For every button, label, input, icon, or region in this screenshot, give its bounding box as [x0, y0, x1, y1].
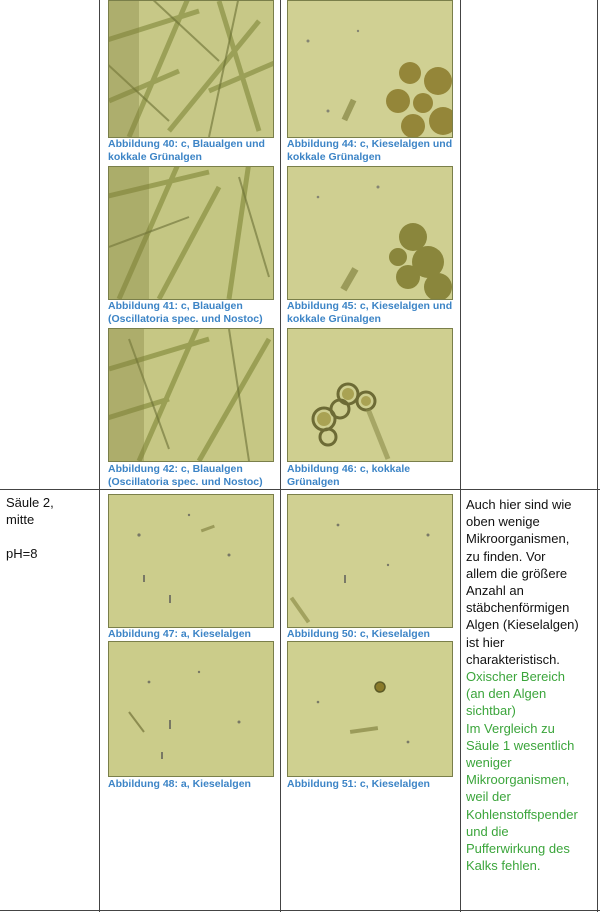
caption-line: kokkale Grünalgen — [108, 151, 202, 163]
text-line: oben wenige — [466, 514, 540, 530]
text-line: sichtbar) — [466, 703, 516, 719]
microscope-photo-fig40 — [108, 0, 274, 138]
ph-label: pH=8 — [6, 546, 38, 561]
caption-fig40 — [108, 138, 265, 164]
caption-fig46 — [287, 463, 410, 489]
text-line: (an den Algen — [466, 686, 547, 702]
text-line: weniger — [466, 755, 512, 771]
text-line: Mikroorganismen, — [466, 531, 570, 547]
caption-fig48 — [108, 778, 251, 791]
caption-line: Abbildung 44: c, Kieselalgen und — [287, 138, 453, 150]
text-line: Pufferwirkung des — [466, 841, 570, 857]
microscope-photo-fig50 — [287, 494, 453, 628]
caption-line: Abbildung 48: a, Kieselalgen — [108, 778, 251, 790]
table-border — [0, 489, 600, 490]
caption-fig50 — [287, 628, 430, 641]
caption-fig47 — [108, 628, 251, 641]
description-black — [466, 496, 596, 668]
caption-line: Abbildung 40: c, Blaualgen und — [108, 138, 265, 150]
microscope-photo-fig45 — [287, 166, 453, 300]
caption-fig44 — [287, 138, 452, 164]
text-line: Im Vergleich zu — [466, 720, 555, 736]
caption-line: Abbildung 50: c, Kieselalgen — [287, 628, 430, 640]
caption-line: Abbildung 46: c, kokkale — [287, 463, 411, 475]
microscope-photo-fig46 — [287, 328, 453, 462]
microscope-photo-fig42 — [108, 328, 274, 462]
text-line: Algen (Kieselalgen) — [466, 617, 579, 633]
microscope-photo-fig48 — [108, 641, 274, 777]
caption-fig45 — [287, 300, 452, 326]
microscope-photo-fig47 — [108, 494, 274, 628]
caption-line: Abbildung 45: c, Kieselalgen und — [287, 300, 453, 312]
text-line: allem die größere — [466, 565, 568, 581]
table-border — [0, 910, 600, 911]
microscope-photo-fig44 — [287, 0, 453, 138]
caption-line: Grünalgen — [287, 476, 340, 488]
text-line: Säule 1 wesentlich — [466, 737, 575, 753]
text-line: Oxischer Bereich — [466, 669, 565, 685]
text-line: charakteristisch. — [466, 651, 560, 667]
description-text — [466, 496, 596, 874]
caption-line: Abbildung 42: c, Blaualgen — [108, 463, 243, 475]
text-line: Auch hier sind wie — [466, 497, 572, 512]
text-line: stäbchenförmigen — [466, 600, 570, 616]
table-border — [99, 0, 100, 912]
text-line: Kalks fehlen. — [466, 858, 541, 874]
column-label: Säule 2, — [6, 495, 54, 510]
caption-line: Abbildung 47: a, Kieselalgen — [108, 628, 251, 640]
caption-line: Abbildung 51: c, Kieselalgen — [287, 778, 430, 790]
caption-fig51 — [287, 778, 430, 791]
text-line: und die — [466, 823, 509, 839]
text-line: Mikroorganismen, — [466, 772, 570, 788]
text-line: weil der — [466, 789, 511, 805]
microscope-photo-fig41 — [108, 166, 274, 300]
caption-fig42 — [108, 463, 263, 489]
table-border — [460, 0, 461, 912]
text-line: ist hier — [466, 634, 505, 650]
table-border — [280, 0, 281, 912]
position-label: mitte — [6, 512, 35, 527]
description-green — [466, 668, 596, 874]
table-border — [597, 0, 598, 912]
caption-fig41 — [108, 300, 263, 326]
text-line: Anzahl an — [466, 583, 524, 599]
caption-line: kokkale Grünalgen — [287, 313, 381, 325]
text-line: zu finden. Vor — [466, 548, 546, 564]
caption-line: kokkale Grünalgen — [287, 151, 381, 163]
caption-line: Abbildung 41: c, Blaualgen — [108, 300, 243, 312]
microscope-photo-fig51 — [287, 641, 453, 777]
caption-line: (Oscillatoria spec. und Nostoc) — [108, 313, 263, 325]
row-label — [6, 494, 54, 562]
caption-line: (Oscillatoria spec. und Nostoc) — [108, 476, 263, 488]
text-line: Kohlenstoffspender — [466, 806, 578, 822]
